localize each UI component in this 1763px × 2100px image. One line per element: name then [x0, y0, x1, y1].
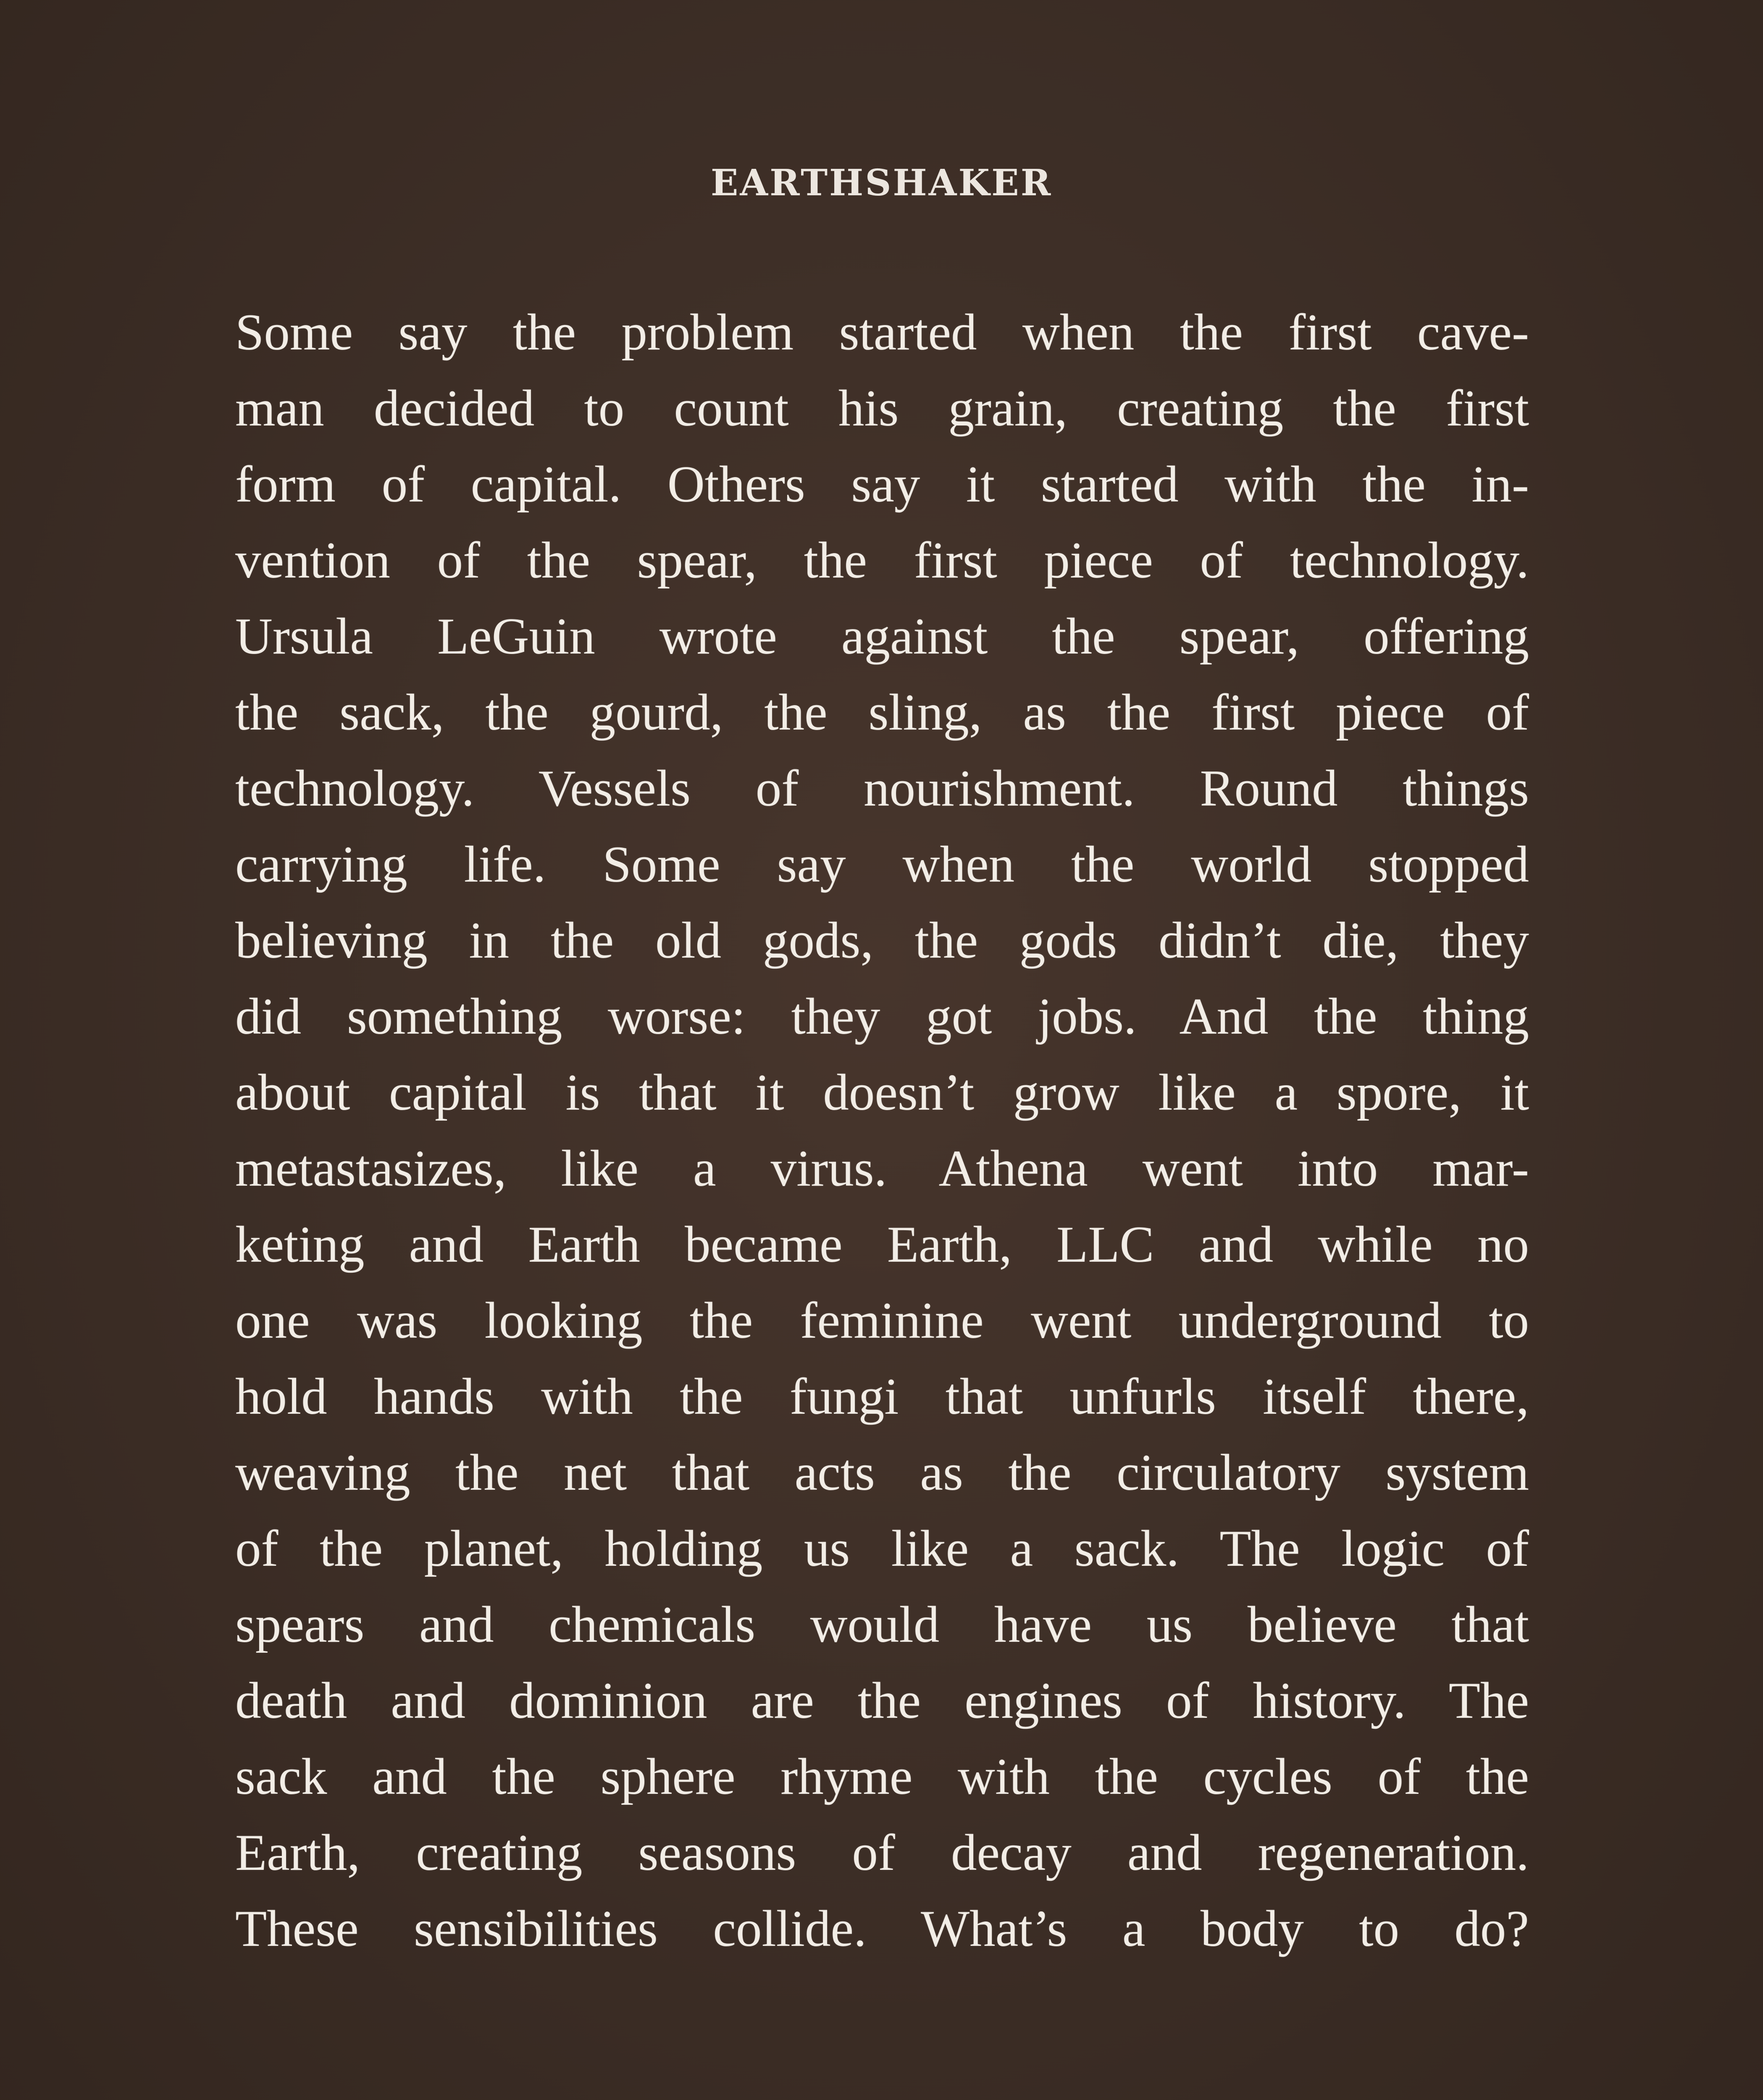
text-line: about capital is that it doesn’t grow like a spore, it — [235, 1063, 1529, 1121]
text-line: Ursula LeGuin wrote against the spear, offering — [235, 607, 1529, 665]
text-line: man decided to count his grain, creating the first — [235, 379, 1529, 437]
text-line: Some say the problem started when the first cave- — [235, 303, 1529, 361]
text-line: sack and the sphere rhyme with the cycles of the — [235, 1748, 1529, 1805]
text-line: form of capital. Others say it started with the in- — [235, 455, 1529, 513]
text-line: one was looking the feminine went underground to — [235, 1292, 1529, 1349]
text-line: did something worse: they got jobs. And the thing — [235, 987, 1529, 1045]
text-line: of the planet, holding us like a sack. The logic of — [235, 1520, 1529, 1577]
text-line: Earth, creating seasons of decay and regeneration. — [235, 1824, 1529, 1881]
text-line: believing in the old gods, the gods didn’t die, they — [235, 911, 1529, 969]
text-line: keting and Earth became Earth, LLC and while no — [235, 1215, 1529, 1273]
text-line: the sack, the gourd, the sling, as the first piece of — [235, 683, 1529, 741]
text-line: metastasizes, like a virus. Athena went into mar- — [235, 1139, 1529, 1197]
text-line: technology. Vessels of nourishment. Round things — [235, 759, 1529, 817]
text-line: carrying life. Some say when the world stopped — [235, 835, 1529, 893]
text-line: hold hands with the fungi that unfurls itself there, — [235, 1368, 1529, 1425]
text-line: vention of the spear, the first piece of technology. — [235, 531, 1529, 589]
text-line: weaving the net that acts as the circulatory system — [235, 1444, 1529, 1501]
page-title: EARTHSHAKER — [710, 162, 1053, 204]
text-line: death and dominion are the engines of history. The — [235, 1672, 1529, 1729]
text-line: These sensibilities collide. What’s a body to do? — [235, 1900, 1529, 1957]
text-line: spears and chemicals would have us believe that — [235, 1596, 1529, 1653]
body-paragraph — [235, 294, 1529, 1966]
